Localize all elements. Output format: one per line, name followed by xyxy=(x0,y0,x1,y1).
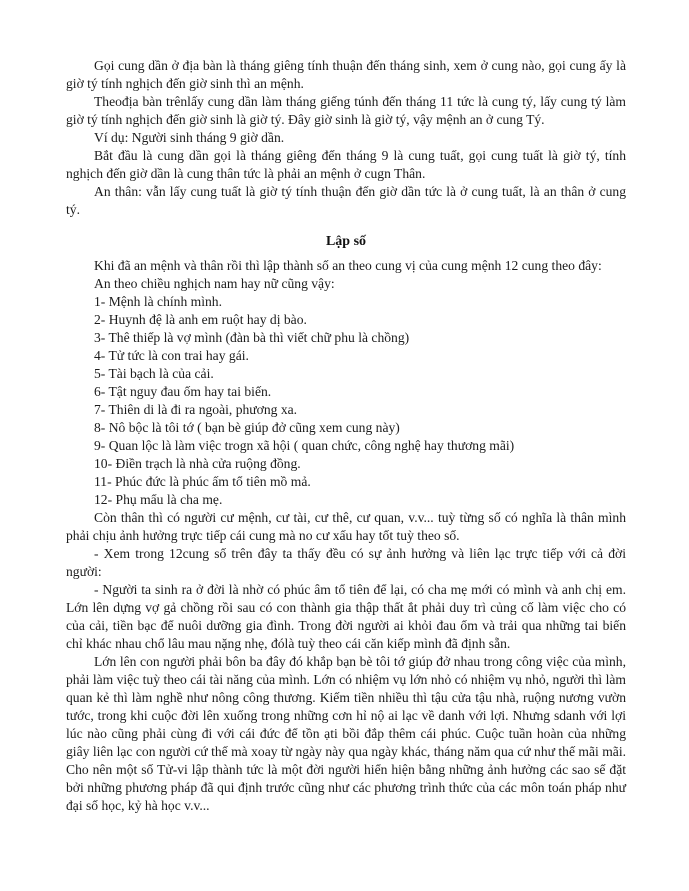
list-item: 8- Nô bộc là tôi tớ ( bạn bè giúp đở cũng xem cung này) xyxy=(94,420,400,435)
paragraph: An thân: vẫn lấy cung tuất là giờ tý tính thuận đến giờ dần tức là ở cung tuất, là an thân ở cung tý. xyxy=(66,184,626,217)
paragraph: Còn thân thì có người cư mệnh, cư tài, cư thê, cư quan, v.v... tuỳ từng số có nghĩa là thân mình phải chịu ảnh hưởng trực tiếp cái cung mà no cư xấu hay tốt tuỳ theo số. xyxy=(66,510,626,543)
list-item: 3- Thê thiếp là vợ mình (đàn bà thì viết chữ phu là chồng) xyxy=(94,330,410,345)
paragraph: - Người ta sinh ra ở đời là nhờ có phúc âm tổ tiên để lại, có cha mẹ mới có mình và anh chị em. Lớn lên dựng vợ gả chồng rồi sau có con thành gia thập thất ắt phải duy trì củng cố làm việc cho có của cải, tiền bạc để nuôi dưỡng gia đình. Trong đời người ai khỏi đau ốm và trải qua những tai biến chỉ khác nhau chổ lâu mau nặng nhẹ, đólà tuỳ theo cái căn kiếp mình đã định sẵn. xyxy=(66,582,626,651)
list-item: 9- Quan lộc là làm việc trogn xã hội ( quan chức, công nghệ hay thương mãi) xyxy=(94,438,515,453)
paragraph: An theo chiều nghịch nam hay nữ cũng vậy: xyxy=(94,276,335,291)
paragraph: Khi đã an mệnh và thân rồi thì lập thành số an theo cung vị của cung mệnh 12 cung theo đây: xyxy=(94,258,602,273)
list-item: 1- Mệnh là chính mình. xyxy=(94,294,222,309)
paragraph: Gọi cung dần ở địa bàn là tháng giêng tính thuận đến tháng sinh, xem ở cung nào, gọi cung ấy là giờ tý tính nghịch đến giờ sinh thì an mệnh. xyxy=(66,58,626,91)
paragraph: Ví dụ: Người sinh tháng 9 giờ dần. xyxy=(94,130,285,145)
list-item: 12- Phụ mẩu là cha mẹ. xyxy=(94,492,223,507)
list-item: 6- Tật nguy đau ốm hay tai biến. xyxy=(94,384,272,399)
list-item: 5- Tài bạch là của cải. xyxy=(94,366,214,381)
paragraph: - Xem trong 12cung số trên đây ta thấy đều có sự ảnh hưởng và liên lạc trực tiếp với cả đời người: xyxy=(66,546,626,579)
list-item: 2- Huynh đệ là anh em ruột hay dị bào. xyxy=(94,312,307,327)
list-item: 11- Phúc đức là phúc ấm tổ tiên mồ mả. xyxy=(94,474,311,489)
list-item: 10- Điền trạch là nhà cửa ruộng đồng. xyxy=(94,456,301,471)
list-item: 4- Tử tức là con trai hay gái. xyxy=(94,348,249,363)
paragraph: Bắt đầu là cung dần gọi là tháng giêng đến tháng 9 là cung tuất, gọi cung tuất là giờ tý, tính nghịch đến giờ dần là cung thân tức là phải an mệnh ở cugn Thân. xyxy=(66,148,626,181)
list-item: 7- Thiên di là đi ra ngoài, phương xa. xyxy=(94,402,298,417)
section-heading: Lập số xyxy=(325,234,367,249)
paragraph: Lớn lên con người phải bôn ba đây đó khắp bạn bè tôi tớ giúp đở nhau trong công việc của mình, phải làm việc tuỳ theo cái tài năng của mình. Lớn có nhiệm vụ lớn nhỏ có nhiệm vụ nhỏ, người thì làm quan kẻ thì làm nghề như nông công thương. Kiếm tiền nhiều thì tậu cửa tậu nhà, ruộng nương vườn tước, trong khi cuộc đời lên xuống trong những cơn hỉ nộ ai lạc về danh với lợi. Nhưng sdanh với lợi lúc nào cũng phải cùng đi với cái đức để tồn ạti bồi đắp thêm cái phúc. Cuộc tuần hoàn của những giây liên lạc con người cứ thế mà xoay từ ngày này qua ngày khác, tháng năm qua cứ như thế mãi mãi. Cho nên một số Tử-vi lập thành tức là một đời người hiển hiện bằng những ảnh hưởng các sao sế đặt bởi những phương pháp đã qui định trước cũng như các phương trình thức của các môn toán pháp như đại số học, kỷ hà học v.v... xyxy=(66,654,626,813)
paragraph: Theođịa bàn trênlấy cung dần làm tháng giếng túnh đến tháng 11 tức là cung tý, lấy cung tý làm giờ tý tính nghịch đến giờ sinh là giờ tý. Đây giờ sinh là giờ tý, vậy mệnh an ở cung Tý. xyxy=(66,94,626,127)
